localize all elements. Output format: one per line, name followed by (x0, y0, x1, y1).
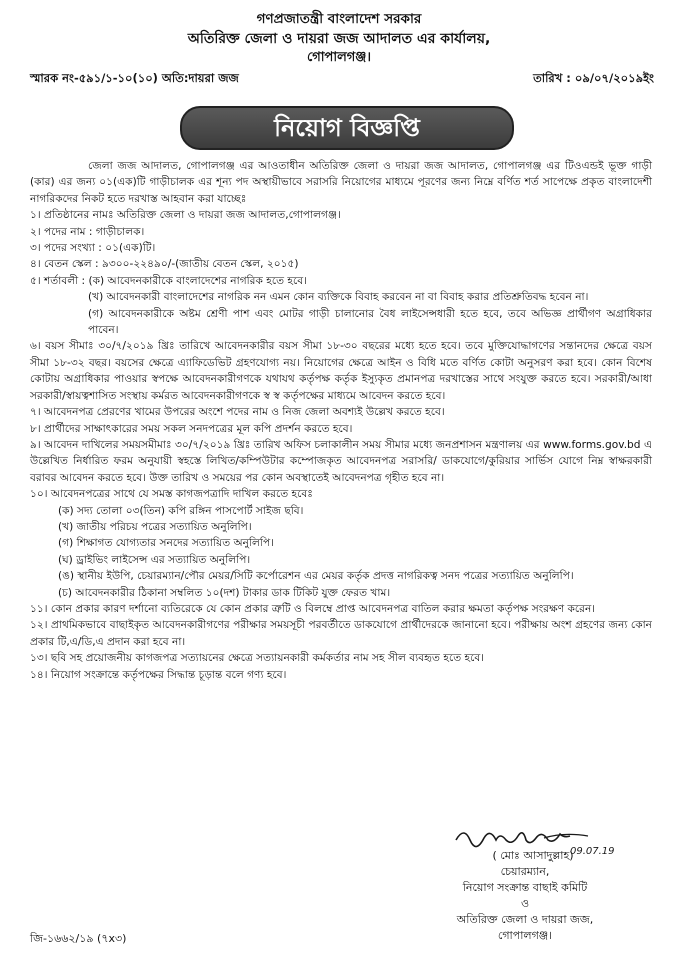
item-10-uma: (ঙ) স্থানীয় ইউপি, চেয়ারম্যান/পৌর মেয়র/সিটি কর্পোরেশন এর মেয়র কর্তৃক প্রদত্ত নাগরিকত্ব সনদ পত্রের সত্যায়িত অনুলিপি। (58, 570, 574, 583)
signatory-title-2: নিয়োগ সংক্রান্ত বাছাই কমিটি (462, 881, 588, 894)
signatory-block (400, 864, 650, 944)
signatory-title-3: ও (520, 897, 530, 910)
item-5-ga: (গ) আবেদনকারীকে অষ্টম শ্রেণী পাশ এবং মোটর গাড়ী চালানোর বৈধ লাইসেন্সধারী হতে হবে, তবে অভিজ্ঞ প্রার্থীগণ অগ্রাধিকার পাবেন। (88, 307, 652, 337)
item-11: ১১। কোন প্রকার কারণ দর্শানো ব্যতিরেকে যে কোন প্রকার ত্রুটি ও বিলম্বে প্রাপ্ত আবেদনপত্র বাতিল করার ক্ষমতা কর্তৃপক্ষ সংরক্ষণ করেন। (30, 602, 596, 615)
item-5-kha: (খ) আবেদনকারী বাংলাদেশের নাগরিক নন এমন কোন ব্যক্তিকে বিবাহ করবেন না বা বিবাহ করার প্রতিশ্রুতিবদ্ধ হবেন না। (88, 291, 589, 304)
item-14: ১৪। নিয়োগ সংক্রান্তে কর্তৃপক্ষের সিদ্ধান্ত চূড়ান্ত বলে গণ্য হবে। (30, 668, 287, 681)
item-4: ৪। বেতন স্কেল : ৯৩০০-২২৪৯০/-(জাতীয় বেতন স্কেল, ২০১৫) (30, 258, 299, 271)
item-9: ৯। আবেদন দাখিলের সময়সমীমাঃ ৩০/৭/২০১৯ খ্রিঃ তারিখ অফিস চলাকালীন সময় সীমার মধ্যে জনপ্রশাসন মন্ত্রণালয় এর www.forms.gov.bd এ উল্লেখিত নির্ধারিত ফরম অনুযায়ী স্বহস্তে লিখিত/কম্পিউটার কম্পোজকৃত আবেদনপত্র সরাসরি/ ডাকযোগে/কুরিয়ার সার্ভিস যোগে নিম্ন স্বাক্ষরকারী বরাবর আবেদন করতে হবে। উক্ত তারিখ ও সময়ের পর কোন অবস্থাতেই আবেদনপত্র গৃহীত হবে না। (30, 438, 652, 484)
item-10-gha: (ঘ) ড্রাইভিং লাইসেন্স এর সত্যায়িত অনুলিপি। (58, 553, 251, 566)
memo-number: স্মারক নং-৫৯১/১-১০(১০) অতি:দায়রা জজ (30, 71, 239, 85)
office-name: অতিরিক্ত জেলা ও দায়রা জজ আদালত এর কার্যালয়, (187, 31, 491, 47)
item-5-heading: ৫। শর্তাবলী : (ক) আবেদনকারীকে বাংলাদেশের নাগরিক হতে হবে। (30, 274, 307, 287)
item-10-kha: (খ) জাতীয় পরিচয় পত্রের সত্যায়িত অনুলিপি। (58, 520, 252, 533)
item-7: ৭। আবেদনপত্র প্রেরণের খামের উপরের অংশে পদের নাম ও নিজ জেলা অবশ্যই উল্লেখ করতে হবে। (30, 406, 445, 419)
item-10-ga: (গ) শিক্ষাগত যোগ্যতার সনদের সত্যায়িত অনুলিপি। (58, 537, 274, 550)
footer-code: জি-১৬৬২/১৯ (৭x৩) (30, 932, 127, 945)
intro-paragraph: জেলা জজ আদালত, গোপালগঞ্জ এর আওতাধীন অতিরিক্ত জেলা ও দায়রা জজ আদালত, গোপালগঞ্জ এর টিওএন্ডই ভূক্ত গাড়ী (কার) এর জন্য ০১(এক)টি গাড়ীচালক এর শূন্য পদ অস্থায়ীভাবে সরাসরি নিয়োগের মাধ্যমে পূরণের জন্য নিম্নে বর্ণিত শর্ত সাপেক্ষে প্রকৃত বাংলাদেশী নাগরিকদের নিকট হতে দরখাস্ত আহবান করা যাচ্ছেঃ (30, 160, 652, 205)
svg-text:09.07.19: 09.07.19 (570, 846, 615, 857)
government-name: গণপ্রজাতন্ত্রী বাংলাদেশ সরকার (256, 11, 422, 27)
notice-body (30, 158, 652, 683)
item-3: ৩। পদের সংখ্যা : ০১(এক)টি। (30, 242, 156, 255)
item-2: ২। পদের নাম : গাড়ীচালক। (30, 225, 145, 238)
office-location: গোপালগঞ্জ। (306, 50, 372, 65)
signatory-name: ( মোঃ আসাদুল্লাহ) (492, 849, 574, 862)
notice-title-banner: নিয়োগ বিজ্ঞপ্তি (180, 106, 514, 150)
item-10-ka: (ক) সদ্য তোলা ০৩(তিন) কপি রঙ্গিন পাসপোর্ট সাইজ ছবি। (58, 504, 304, 517)
item-8: ৮। প্রার্থীদের সাক্ষাৎকারের সময় সকল সনদপত্রের মূল কপি প্রদর্শন করতে হবে। (30, 422, 353, 435)
signatory-title-1: চেয়ারম্যান, (500, 865, 550, 878)
item-13: ১৩। ছবি সহ প্রয়োজনীয় কাগজপত্র সত্যায়নের ক্ষেত্রে সত্যায়নকারী কর্মকর্তার নাম সহ সীল ব্যবহৃত হতে হবে। (30, 652, 485, 665)
item-10-cha: (চ) আবেদনকারীর ঠিকানা সম্বলিত ১০(দশ) টাকার ডাক টিকিট যুক্ত ফেরত খাম। (58, 586, 391, 599)
signatory-title-5: গোপালগঞ্জ। (497, 929, 553, 942)
signatory-title-4: অতিরিক্ত জেলা ও দায়রা জজ, (456, 913, 594, 926)
item-6: ৬। বয়স সীমাঃ ৩০/৭/২০১৯ খ্রিঃ তারিখে আবেদনকারীর বয়স সীমা ১৮-৩০ বছরের মধ্যে হতে হবে। তবে মুক্তিযোদ্ধাগণের সন্তানদের ক্ষেত্রে বয়স সীমা ১৮-৩২ বছর। বয়সের ক্ষেত্রে এ্যাফিডেভিট গ্রহণযোগ্য নয়। নিয়োগের ক্ষেত্রে আইন ও বিধি মতে বর্ণিত কোটা অনুসরণ করা হবে। কোন বিশেষ কোটায় অগ্রাধিকার পাওয়ার স্বপক্ষে আবেদনকারীগণকে যথাযথ কর্তৃপক্ষ কর্তৃক ইস্যুকৃত প্রমানপত্র দরখাস্তের সাথে সংযুক্ত করতে হবে। সরকারী/আধা সরকারী/স্বায়ত্বশাসিত সংস্থায় কর্মরত আবেদনকারীগণকে স্ব স্ব কর্তৃপক্ষের মাধ্যমে আবেদন করতে হবে। (30, 340, 652, 402)
item-12: ১২। প্রাথমিকভাবে বাছাইকৃত আবেদনকারীগণের পরীক্ষার সময়সূচী পরবর্তীতে ডাকযোগে প্রার্থীদেরকে জানানো হবে। পরীক্ষায় অংশ গ্রহণের জন্য কোন প্রকার টি,এ/ডি,এ প্রদান করা হবে না। (30, 619, 653, 648)
item-10-heading: ১০। আবেদনপত্রের সাথে যে সমস্ত কাগজপত্রাদি দাখিল করতে হবেঃ (30, 488, 313, 501)
item-1: ১। প্রতিষ্ঠানের নামঃ অতিরিক্ত জেলা ও দায়রা জজ আদালত,গোপালগঞ্জ। (30, 209, 341, 222)
issue-date: তারিখ : ০৯/০৭/২০১৯ইং (533, 71, 654, 85)
